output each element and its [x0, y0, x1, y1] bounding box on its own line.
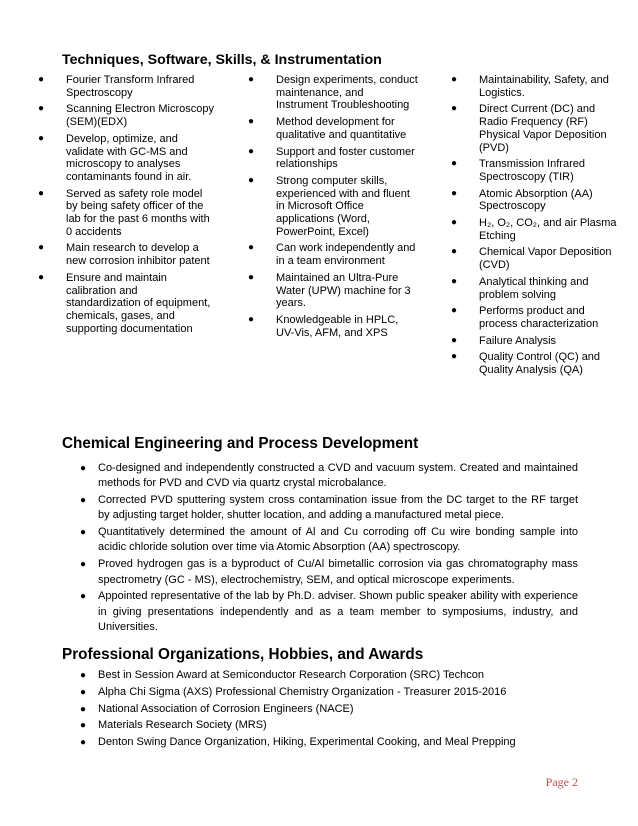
list-item: ● Quantitatively determined the amount of Al and Cu corroding off Cu wire bonding sample into acidic chloride solution over time via Atomic Absorption (AA) spectroscopy.	[80, 526, 578, 554]
list-item: ● Proved hydrogen gas is a byproduct of Cu/Al bimetallic corrosion via gas chromatography mass spectrometry (GC - MS), electrochemistry, SEM, and optical microscope experiments.	[80, 558, 578, 586]
page-number: Page 2	[545, 775, 578, 789]
bullet-icon: ●	[80, 527, 87, 539]
list-item: ● Performs product and process characterization	[451, 305, 599, 330]
list-item: ● Corrected PVD sputtering system cross contamination issue from the DC target to the RF target by adjusting target holder, shutter location, and adding a manufactured metal piece.	[80, 494, 578, 522]
list-item: ● Knowledgeable in HPLC, UV-Vis, AFM, and XPS	[248, 313, 399, 339]
bullet-icon: ●	[80, 559, 87, 571]
bullet-icon: ●	[451, 334, 458, 346]
bullet-icon: ●	[38, 132, 45, 144]
list-item: ● Denton Swing Dance Organization, Hiking, Experimental Cooking, and Meal Prepping	[80, 735, 578, 750]
bullet-icon: ●	[451, 351, 458, 363]
chem-section-title: Chemical Engineering and Process Development	[62, 435, 419, 452]
bullet-icon: ●	[451, 103, 458, 115]
list-item: ● Fourier Transform Infrared Spectroscopy	[38, 74, 195, 99]
list-item: ● H₂, O₂, CO₂, and air Plasma Etching	[451, 217, 617, 242]
bullet-icon: ●	[80, 495, 87, 507]
skills-column-1	[38, 74, 214, 339]
bullet-icon: ●	[80, 720, 87, 732]
bullet-icon: ●	[80, 686, 87, 698]
bullet-icon: ●	[38, 242, 45, 254]
bullet-icon: ●	[38, 74, 45, 85]
prof-section-title: Professional Organizations, Hobbies, and Awards	[62, 646, 424, 663]
skills-column-3	[451, 74, 617, 381]
list-item: ● Appointed representative of the lab by Ph.D. adviser. Shown public speaker ability with experience in giving presentations independently and as a team member to symposiums, industry, and Universities.	[80, 590, 578, 633]
list-item: ● Maintainability, Safety, and Logistics.	[451, 74, 609, 99]
list-item: ● Maintained an Ultra-Pure Water (UPW) machine for 3 years.	[248, 271, 411, 310]
list-item: ● Ensure and maintain calibration and standardization of equipment, chemicals, gases, and supporting documentation	[38, 271, 211, 335]
list-item: ● Design experiments, conduct maintenance, and Instrument Troubleshooting	[248, 74, 418, 112]
list-item: ● Failure Analysis	[451, 334, 557, 347]
list-item: ● Served as safety role model by being safety officer of the lab for the past 6 months with 0 accidents	[38, 187, 210, 238]
bullet-icon: ●	[451, 217, 458, 229]
bullet-icon: ●	[451, 158, 458, 170]
bullet-icon: ●	[248, 242, 255, 254]
bullet-icon: ●	[451, 74, 458, 85]
list-item: ● Analytical thinking and problem solving	[451, 275, 589, 301]
list-item: ● Alpha Chi Sigma (AXS) Professional Chemistry Organization - Treasurer 2015-2016	[80, 685, 578, 700]
bullet-icon: ●	[451, 187, 458, 199]
list-item: ● Best in Session Award at Semiconductor Research Corporation (SRC) Techcon	[80, 668, 578, 683]
list-item: ● Strong computer skills, experienced with and fluent in Microsoft Office applications (Word, PowerPoint, Excel)	[248, 174, 410, 238]
bullet-icon: ●	[80, 737, 87, 749]
bullet-icon: ●	[80, 703, 87, 715]
bullet-icon: ●	[38, 187, 45, 199]
list-item: ● Co-designed and independently constructed a CVD and vacuum system. Created and maintained methods for PVD and CVD via quartz crystal microbalance.	[80, 462, 578, 490]
list-item: ● Direct Current (DC) and Radio Frequency (RF) Physical Vapor Deposition (PVD)	[451, 103, 607, 154]
bullet-icon: ●	[248, 116, 255, 128]
bullet-icon: ●	[80, 670, 87, 681]
bullet-icon: ●	[451, 275, 458, 287]
bullet-icon: ●	[248, 145, 255, 157]
bullet-icon: ●	[80, 463, 87, 474]
prof-awards-list	[80, 668, 578, 752]
list-item: ● Transmission Infrared Spectroscopy (TIR)	[451, 158, 585, 183]
list-item: ● Materials Research Society (MRS)	[80, 718, 578, 733]
bullet-icon: ●	[451, 246, 458, 258]
list-item: ● Main research to develop a new corrosion inhibitor patent	[38, 242, 210, 268]
skills-section-title: Techniques, Software, Skills, & Instrumentation	[62, 52, 382, 68]
list-item: ● Support and foster customer relationships	[248, 145, 415, 171]
list-item: ● Develop, optimize, and validate with GC-MS and microscopy to analyses contaminants found in air.	[38, 132, 192, 183]
bullet-icon: ●	[451, 305, 458, 317]
list-item: ● National Association of Corrosion Engineers (NACE)	[80, 702, 578, 717]
list-item: ● Can work independently and in a team environment	[248, 242, 416, 268]
bullet-icon: ●	[248, 74, 255, 85]
list-item: ● Atomic Absorption (AA) Spectroscopy	[451, 187, 593, 213]
bullet-icon: ●	[248, 174, 255, 186]
bullet-icon: ●	[38, 103, 45, 115]
list-item: ● Chemical Vapor Deposition (CVD)	[451, 246, 612, 272]
bullet-icon: ●	[38, 271, 45, 283]
list-item: ● Scanning Electron Microscopy (SEM)(EDX)	[38, 103, 214, 129]
bullet-icon: ●	[80, 591, 87, 603]
chem-experience-list	[80, 461, 578, 637]
bullet-icon: ●	[248, 313, 255, 325]
list-item: ● Quality Control (QC) and Quality Analysis (QA)	[451, 351, 601, 377]
bullet-icon: ●	[248, 271, 255, 283]
list-item: ● Method development for qualitative and quantitative	[248, 116, 407, 141]
skills-column-2	[248, 74, 418, 343]
